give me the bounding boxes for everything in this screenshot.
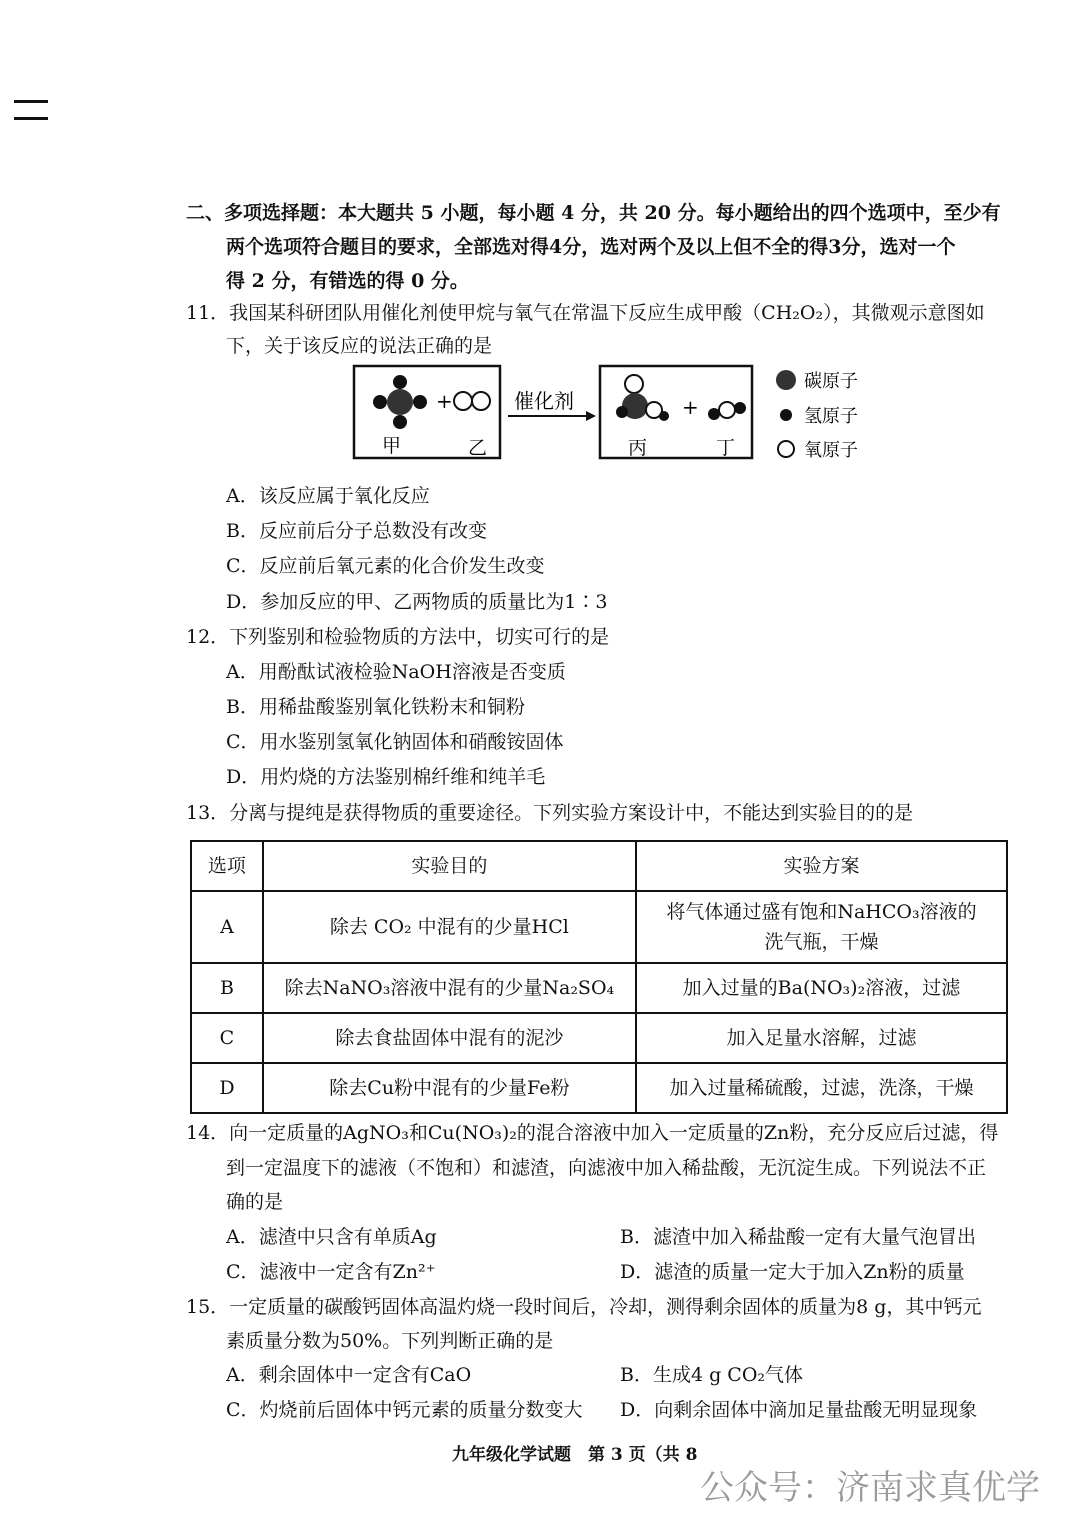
row-plan: [636, 891, 1007, 963]
label-ding: 丁: [716, 437, 736, 459]
q13-stem: 13．分离与提纯是获得物质的重要途径。下列实验方案设计中，不能达到实验目的的是: [186, 802, 914, 824]
row-plan-line1: 将气体通过盛有饱和NaHCO₃溶液的: [666, 901, 977, 923]
arrow-head-icon: [586, 411, 596, 421]
methane-molecule: [373, 375, 427, 429]
q12-stem: 12．下列鉴别和检验物质的方法中，切实可行的是: [186, 626, 610, 648]
row-plan: 加入足量水溶解，过滤: [636, 1013, 1007, 1063]
q11-option-a: A．该反应属于氧化反应: [226, 485, 430, 507]
header-option: 选项: [191, 841, 263, 891]
legend-carbon: 碳原子: [804, 371, 858, 392]
q15-stem: 15．一定质量的碳酸钙固体高温灼烧一段时间后，冷却，测得剩余固体的质量为8 g，其中钙元: [186, 1296, 982, 1318]
header-plan: 实验方案: [636, 841, 1007, 891]
table-row: [191, 963, 1007, 1013]
table-row: [191, 1063, 1007, 1113]
section-heading-line2: 两个选项符合题目的要求，全部选对得4分，选对两个及以上但不全的得3分，选对一个: [226, 236, 956, 258]
oxygen-atom-legend-icon: [778, 441, 794, 457]
table-header-row: [191, 841, 1007, 891]
hydrogen-atom-legend-icon: [780, 409, 792, 421]
label-jia: 甲: [382, 435, 402, 457]
q12-option-c: C．用水鉴别氢氧化钠固体和硝酸铵固体: [226, 731, 564, 753]
q14-stem: 14．向一定质量的AgNO₃和Cu(NO₃)₂的混合溶液中加入一定质量的Zn粉，充分反应后过滤，得: [186, 1122, 999, 1144]
header-goal: 实验目的: [263, 841, 636, 891]
q11-stem-line2: 下，关于该反应的说法正确的是: [226, 335, 493, 357]
section-heading-line3: 得 2 分，有错选的得 0 分。: [226, 270, 469, 292]
q15-option-b: B．生成4 g CO₂气体: [620, 1364, 804, 1386]
row-option: A: [191, 891, 263, 963]
row-plan: 加入过量稀硫酸，过滤，洗涤，干燥: [636, 1063, 1007, 1113]
formic-acid-molecule: [616, 375, 669, 421]
catalyst-label: 催化剂: [514, 389, 574, 413]
q11-option-c: C．反应前后氧元素的化合价发生改变: [226, 555, 545, 577]
q12-option-d: D．用灼烧的方法鉴别棉纤维和纯羊毛: [226, 766, 546, 788]
carbon-atom-legend-icon: [776, 370, 796, 390]
q14-option-c: C．滤液中一定含有Zn²⁺: [226, 1261, 436, 1283]
row-goal: 除去NaNO₃溶液中混有的少量Na₂SO₄: [263, 963, 636, 1013]
row-goal: 除去 CO₂ 中混有的少量HCl: [263, 891, 636, 963]
label-bing: 丙: [628, 437, 648, 459]
table-row: [191, 1013, 1007, 1063]
row-goal: 除去食盐固体中混有的泥沙: [263, 1013, 636, 1063]
row-option: D: [191, 1063, 263, 1113]
oxygen-molecule: [454, 392, 490, 410]
row-plan-line2: 洗气瓶，干燥: [764, 931, 879, 953]
plus-sign-2: +: [682, 395, 699, 419]
row-option: C: [191, 1013, 263, 1063]
q14-option-b: B．滤渣中加入稀盐酸一定有大量气泡冒出: [620, 1226, 976, 1248]
q11-stem: 11．我国某科研团队用催化剂使甲烷与氧气在常温下反应生成甲酸（CH₂O₂），其微观示意图如: [186, 302, 985, 324]
row-option: B: [191, 963, 263, 1013]
q12-option-a: A．用酚酞试液检验NaOH溶液是否变质: [226, 661, 566, 683]
q14-stem-line3: 确的是: [226, 1191, 284, 1213]
watermark: 公众号：济南求真优学: [700, 1468, 1040, 1508]
row-plan: 加入过量的Ba(NO₃)₂溶液，过滤: [636, 963, 1007, 1013]
q14-option-a: A．滤渣中只含有单质Ag: [226, 1226, 437, 1248]
row-goal: 除去Cu粉中混有的少量Fe粉: [263, 1063, 636, 1113]
q11-option-d: D．参加反应的甲、乙两物质的质量比为1∶3: [226, 591, 608, 613]
legend-hydrogen: 氢原子: [804, 406, 858, 427]
plus-sign-1: +: [436, 389, 453, 413]
legend-oxygen: 氧原子: [804, 440, 858, 461]
q12-option-b: B．用稀盐酸鉴别氧化铁粉末和铜粉: [226, 696, 525, 718]
binding-margin-mark: [14, 100, 48, 134]
q11-option-b: B．反应前后分子总数没有改变: [226, 520, 487, 542]
q14-stem-line2: 到一定温度下的滤液（不饱和）和滤渣，向滤液中加入稀盐酸，无沉淀生成。下列说法不正: [226, 1157, 987, 1179]
experiment-table: [190, 840, 1008, 1114]
reaction-diagram: [352, 362, 872, 466]
section-heading: 二、多项选择题：本大题共 5 小题，每小题 4 分，共 20 分。每小题给出的四个选项中，至少有: [186, 202, 1001, 224]
q15-option-c: C．灼烧前后固体中钙元素的质量分数变大: [226, 1399, 583, 1421]
q15-option-d: D．向剩余固体中滴加足量盐酸无明显现象: [620, 1399, 978, 1421]
water-molecule: [708, 402, 746, 420]
q15-option-a: A．剩余固体中一定含有CaO: [226, 1364, 472, 1386]
q14-option-d: D．滤渣的质量一定大于加入Zn粉的质量: [620, 1261, 965, 1283]
table-row: [191, 891, 1007, 963]
label-yi: 乙: [468, 437, 488, 459]
q15-stem-line2: 素质量分数为50%。下列判断正确的是: [226, 1330, 554, 1352]
page-footer: 九年级化学试题 第 3 页（共 8: [452, 1445, 698, 1465]
